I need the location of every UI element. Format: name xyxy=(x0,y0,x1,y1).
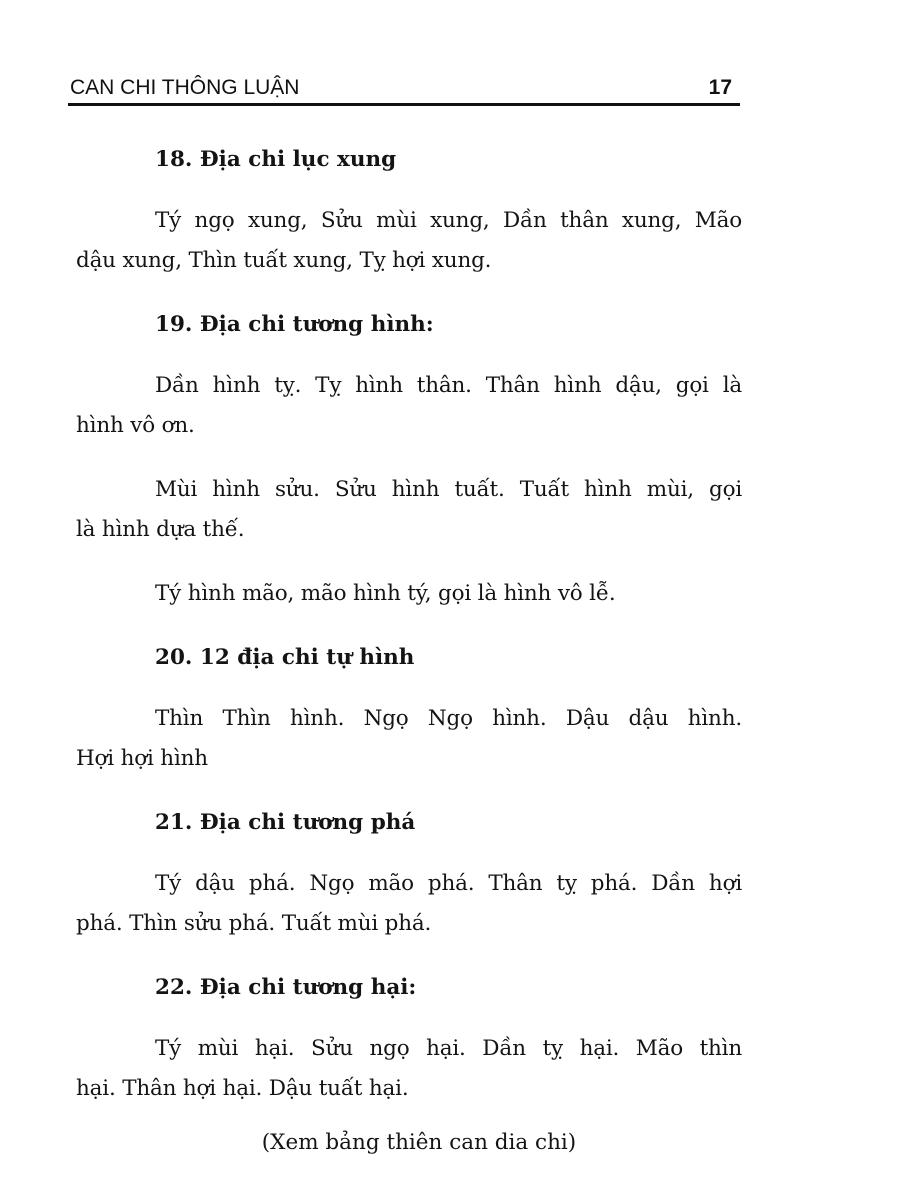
section-heading: 21. Địa chi tương phá xyxy=(155,810,416,835)
paragraph-line: hình vô ơn. xyxy=(76,413,195,438)
paragraph xyxy=(76,864,742,944)
header-rule xyxy=(68,103,740,106)
paragraph-line: là hình dựa thế. xyxy=(76,517,245,542)
section-19 xyxy=(76,305,742,638)
paragraph xyxy=(76,574,742,614)
section-21 xyxy=(76,803,742,968)
section-heading: 22. Địa chi tương hại: xyxy=(155,975,417,1000)
paragraph-line: Tý mùi hại. Sửu ngọ hại. Dần tỵ hại. Mão thìn xyxy=(155,1036,742,1061)
paragraph-line: hại. Thân hợi hại. Dậu tuất hại. xyxy=(76,1076,409,1101)
paragraph xyxy=(76,1029,742,1109)
caption-note: (Xem bảng thiên can dia chi) xyxy=(261,1130,577,1155)
paragraph-line: Tý dậu phá. Ngọ mão phá. Thân tỵ phá. Dần hợi xyxy=(155,871,742,896)
section-22 xyxy=(76,968,742,1123)
paragraph xyxy=(76,201,742,281)
section-20 xyxy=(76,638,742,803)
paragraph-line: Thìn Thìn hình. Ngọ Ngọ hình. Dậu dậu hình. xyxy=(155,706,742,731)
paragraph-line: Dần hình tỵ. Tỵ hình thân. Thân hình dậu, gọi là xyxy=(155,373,742,398)
page-header xyxy=(70,72,738,104)
paragraph-line: Tý hình mão, mão hình tý, gọi là hình vô lễ. xyxy=(155,581,616,606)
section-heading: 18. Địa chi lục xung xyxy=(155,147,397,172)
section-18 xyxy=(76,140,742,305)
paragraph-line: Hợi hợi hình xyxy=(76,746,208,771)
section-heading: 19. Địa chi tương hình: xyxy=(155,312,434,337)
running-title: CAN CHI THÔNG LUẬN xyxy=(70,76,300,99)
section-heading: 20. 12 địa chi tự hình xyxy=(155,645,415,670)
paragraph-line: Mùi hình sửu. Sửu hình tuất. Tuất hình mùi, gọi xyxy=(155,477,742,502)
page-number: 17 xyxy=(708,76,732,99)
paragraph-line: dậu xung, Thìn tuất xung, Tỵ hợi xung. xyxy=(76,248,492,273)
page-body xyxy=(76,140,742,1163)
paragraph-line: phá. Thìn sửu phá. Tuất mùi phá. xyxy=(76,911,432,936)
paragraph xyxy=(76,699,742,779)
paragraph-line: Tý ngọ xung, Sửu mùi xung, Dần thân xung, Mão xyxy=(155,208,742,233)
paragraph xyxy=(76,470,742,550)
paragraph xyxy=(76,366,742,446)
